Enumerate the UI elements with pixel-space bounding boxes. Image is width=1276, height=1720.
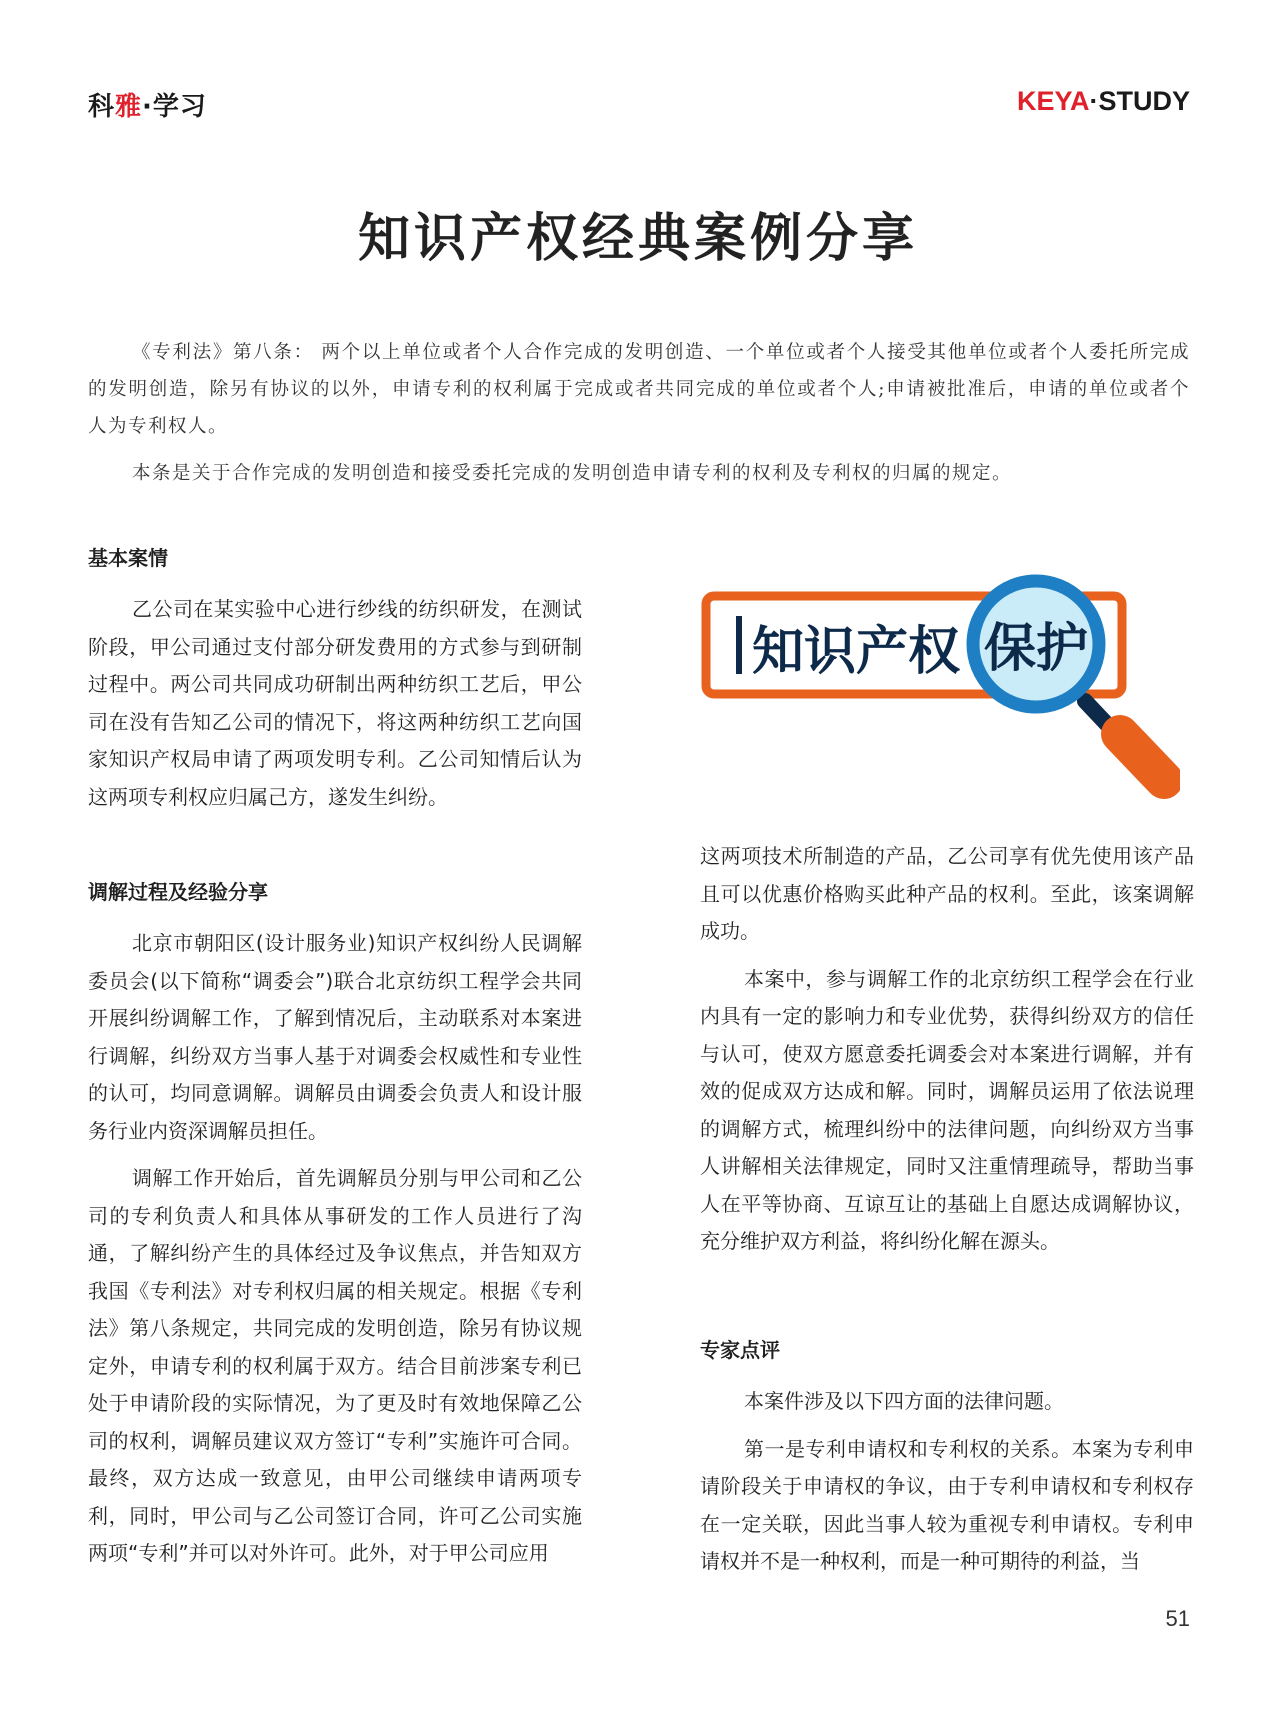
- heading-expert-review: 专家点评: [700, 1338, 780, 1362]
- right-column-top: [700, 838, 1194, 1261]
- expert-paragraph-1: 本案件涉及以下四方面的法律问题。: [744, 1389, 1064, 1413]
- brand-en-study: ·STUDY: [1089, 86, 1190, 116]
- mediation-paragraph-2: 调解工作开始后，首先调解员分别与甲公司和乙公司的专利负责人和具体从事研发的工作人员进行了沟通，了解纠纷产生的具体经过及争议焦点，并告知双方我国《专利法》对专利权归属的相关规定。根据《专利法》第八条规定，共同完成的发明创造，除另有协议规定外，申请专利的权利属于双方。结合目前涉案专利已处于申请阶段的实际情况，为了更及时有效地保障乙公司的权利，调解员建议双方签订“专利”实施许可合同。最终，双方达成一致意见，由甲公司继续申请两项专利，同时，甲公司与乙公司签订合同，许可乙公司实施两项“专利”并可以对外许可。此外，对于甲公司应用: [88, 1166, 582, 1565]
- magnifier-handle: [1120, 734, 1164, 780]
- left-column-top: [88, 540, 582, 816]
- intro-paragraph-2: 本条是关于合作完成的发明创造和接受委托完成的发明创造申请专利的权利及专利权的归属的规定。: [132, 463, 1013, 484]
- graphic-text-ip: 知识产权: [752, 622, 961, 682]
- graphic-text-protect: 保护: [983, 619, 1089, 679]
- ip-protection-graphic: [700, 556, 1180, 806]
- heading-basic-case: 基本案情: [88, 546, 168, 570]
- mediation-paragraph-continued: 这两项技术所制造的产品，乙公司享有优先使用该产品且可以优惠价格购买此种产品的权利。至此，该案调解成功。: [700, 844, 1194, 943]
- page-title: 知识产权经典案例分享: [357, 208, 918, 269]
- page-number: 51: [1165, 1606, 1190, 1631]
- brand-char-1: 科: [88, 92, 116, 122]
- brand-en-keya: KEYA: [1016, 86, 1090, 116]
- right-column-bottom: [700, 1332, 1194, 1581]
- mediation-paragraph-1: 北京市朝阳区(设计服务业)知识产权纠纷人民调解委员会(以下简称“调委会”)联合北京纺织工程学会共同开展纠纷调解工作，了解到情况后，主动联系对本案进行调解，纠纷双方当事人基于对调委会权威性和专业性的认可，均同意调解。调解员由调委会负责人和设计服务行业内资深调解员担任。: [88, 931, 582, 1143]
- graphic-bar: [736, 616, 742, 674]
- brand-logo-cn: [88, 86, 207, 123]
- expert-paragraph-2: 第一是专利申请权和专利权的关系。本案为专利申请阶段关于申请权的争议，由于专利申请权和专利权存在一定关联，因此当事人较为重视专利申请权。专利申请权并不是一种权利，而是一种可期待的利益，当: [700, 1436, 1194, 1573]
- intro-paragraph-1: 《专利法》第八条： 两个以上单位或者个人合作完成的发明创造、一个单位或者个人接受其他单位或者个人委托所完成的发明创造，除另有协议的以外，申请专利的权利属于完成或者共同完成的单位或者个人;申请被批准后，申请的单位或者个人为专利权人。: [88, 342, 1190, 437]
- basic-case-paragraph: 乙公司在某实验中心进行纱线的纺织研发，在测试阶段，甲公司通过支付部分研发费用的方式参与到研制过程中。两公司共同成功研制出两种纺织工艺后，甲公司在没有告知乙公司的情况下，将这两种纺织工艺向国家知识产权局申请了两项发明专利。乙公司知情后认为这两项专利权应归属己方，遂发生纠纷。: [88, 597, 582, 809]
- intro-section: [88, 334, 1190, 492]
- brand-suffix: ·学习: [142, 92, 207, 122]
- left-column-bottom: [88, 874, 582, 1573]
- brand-char-2: 雅: [115, 92, 143, 122]
- mediation-paragraph-3: 本案中，参与调解工作的北京纺织工程学会在行业内具有一定的影响力和专业优势，获得纠纷双方的信任与认可，使双方愿意委托调委会对本案进行调解，并有效的促成双方达成和解。同时，调解员运用了依法说理的调解方式，梳理纠纷中的法律问题，向纠纷双方当事人讲解相关法律规定，同时又注重情理疏导，帮助当事人在平等协商、互谅互让的基础上自愿达成调解协议，充分维护双方利益，将纠纷化解在源头。: [700, 966, 1194, 1253]
- heading-mediation: 调解过程及经验分享: [88, 880, 268, 904]
- brand-logo-en: [1017, 86, 1190, 117]
